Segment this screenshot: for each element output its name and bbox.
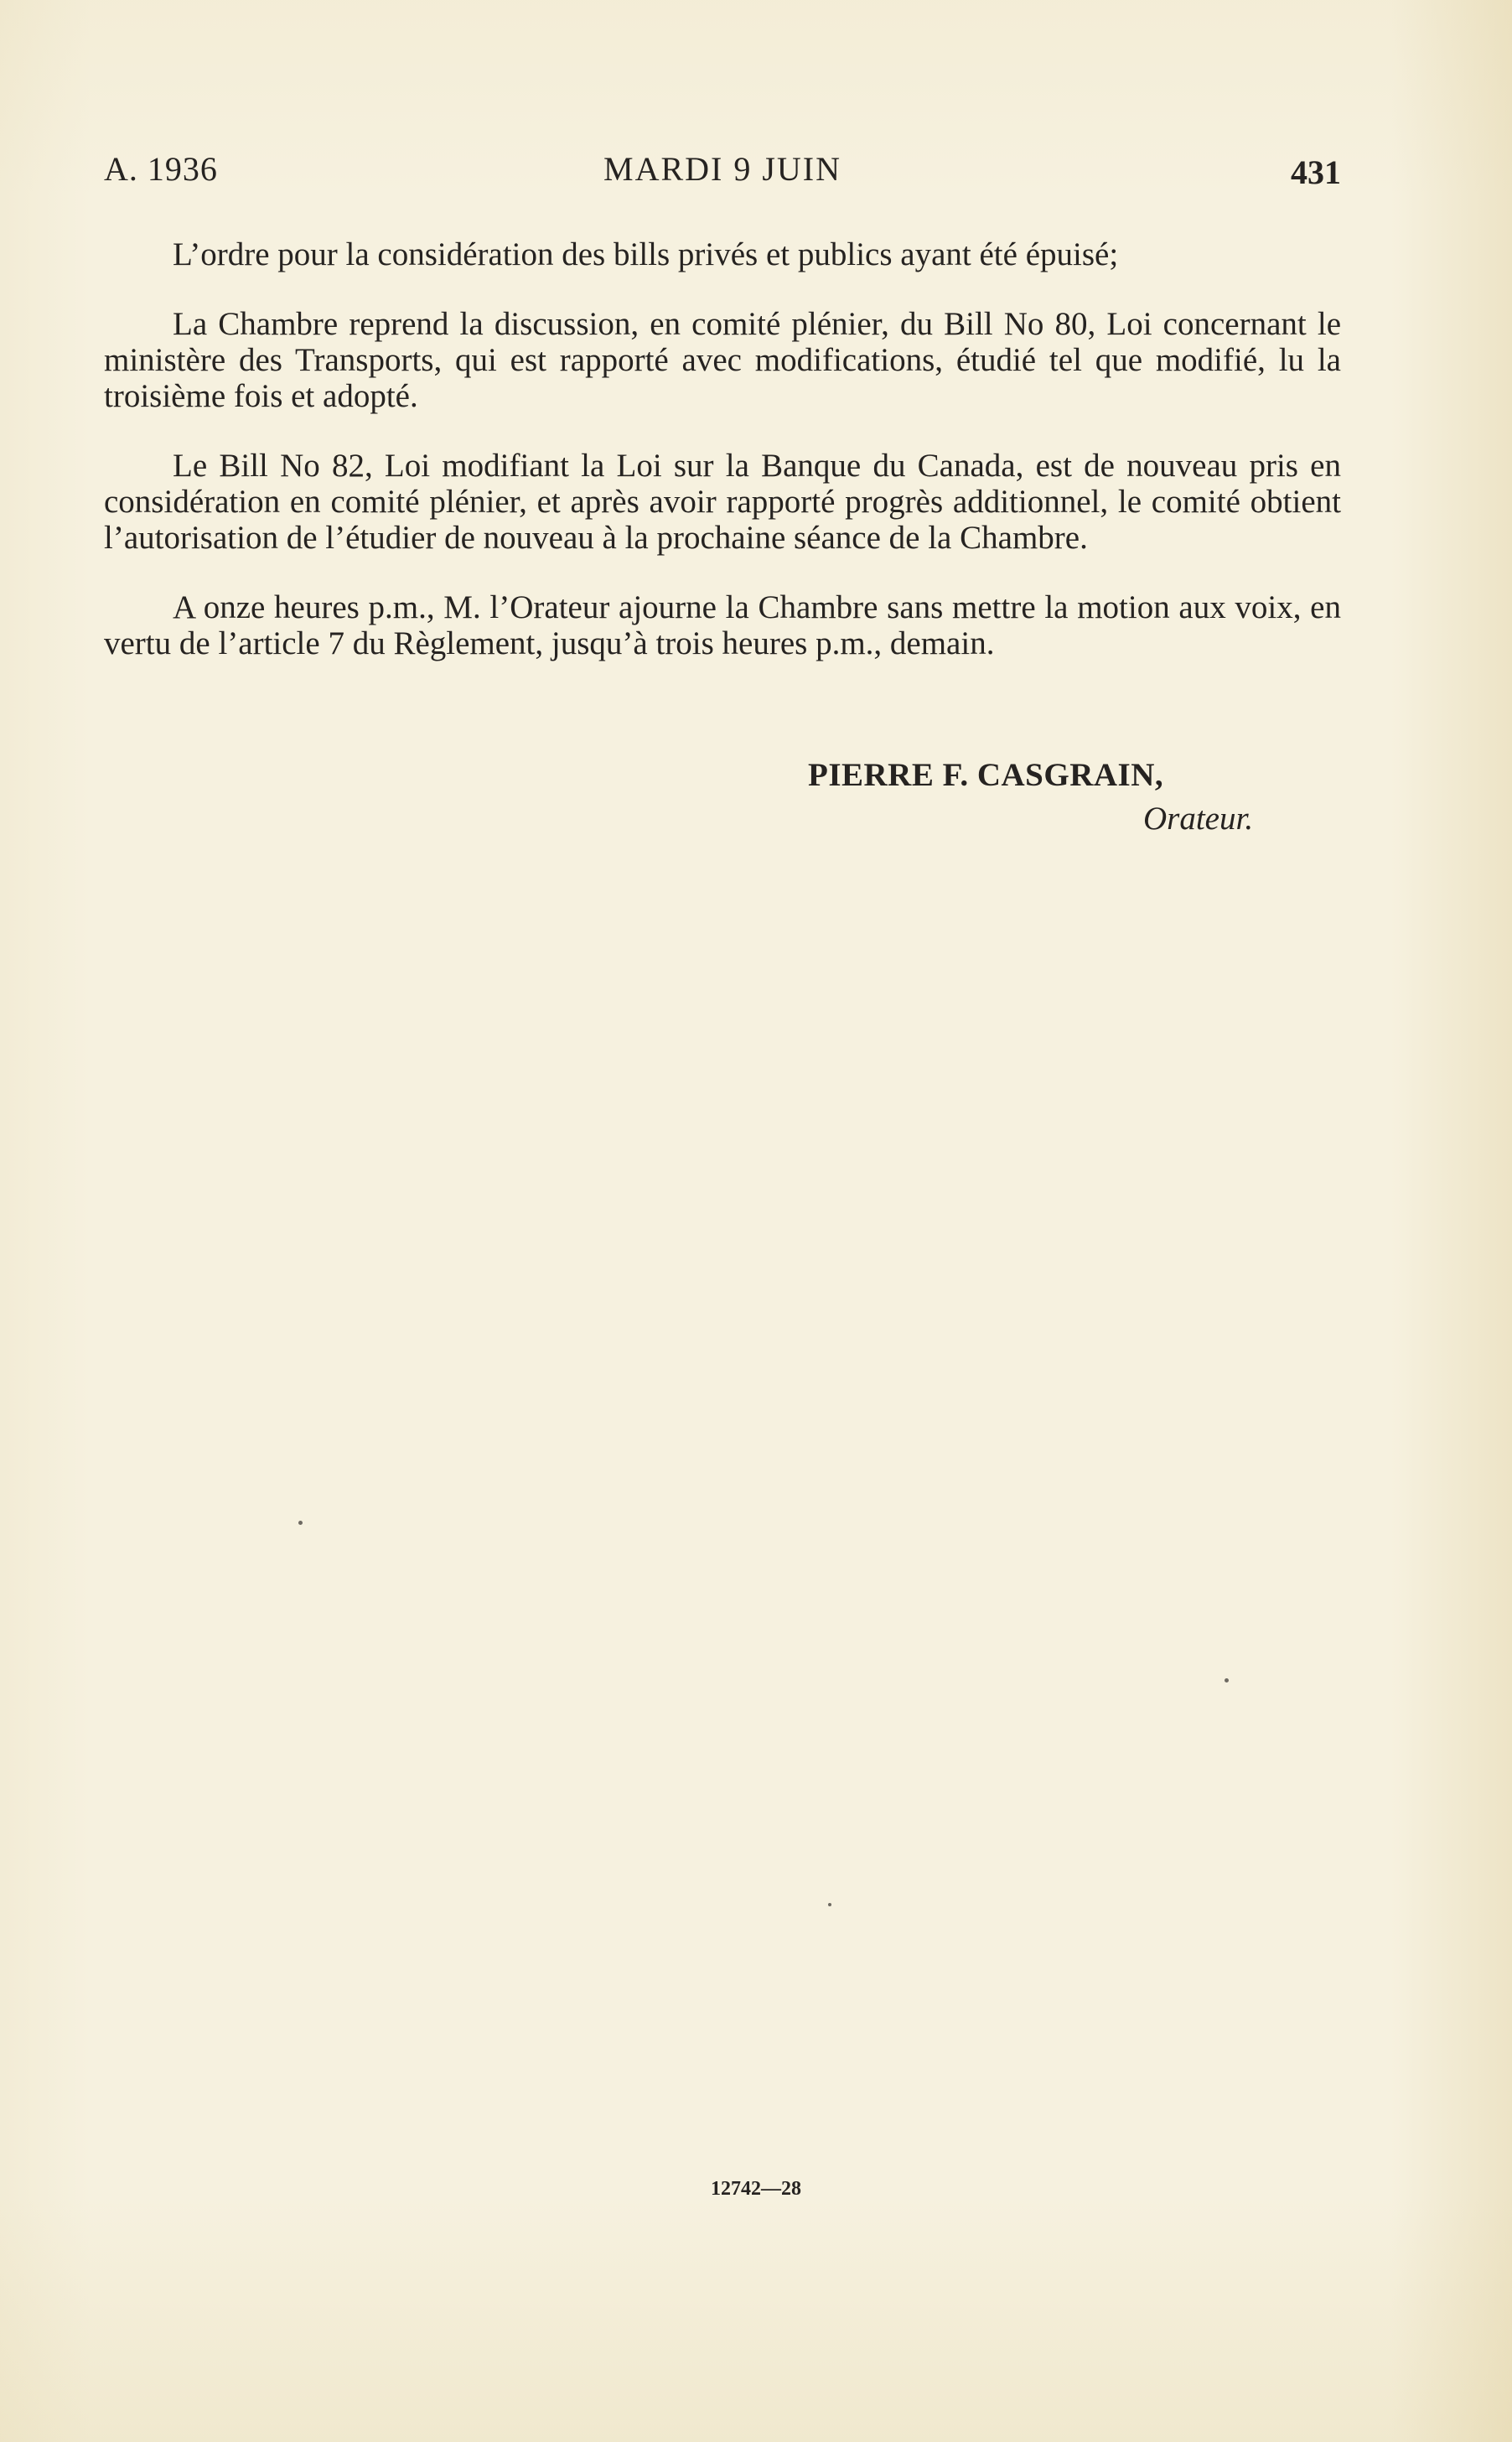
header-year: A. 1936 bbox=[104, 150, 218, 188]
page-header bbox=[104, 144, 1341, 194]
page-number: 431 bbox=[1291, 153, 1341, 191]
paragraph-order-exhausted: L’ordre pour la considération des bills privés et publics ayant été épuisé; bbox=[173, 236, 1119, 272]
header-date: MARDI 9 JUIN bbox=[603, 150, 841, 188]
signatory-name: PIERRE F. CASGRAIN, bbox=[808, 757, 1164, 793]
footer-print-code: 12742—28 bbox=[711, 2178, 801, 2200]
paper-speck bbox=[298, 1521, 303, 1525]
signatory-title: Orateur. bbox=[1143, 801, 1254, 837]
paragraph-bill-82: Le Bill No 82, Loi modifiant la Loi sur la Banque du Canada, est de nouveau pris en considération en comité plénier, et après avoir rapporté progrès additionnel, le comité obtient l’autorisation de l’étudier de nouveau à la prochaine séance de la Chambre. bbox=[104, 448, 1341, 556]
body-text bbox=[104, 236, 1341, 695]
paper-speck bbox=[828, 1903, 831, 1906]
signature-block bbox=[0, 754, 1512, 847]
paragraph-bill-80: La Chambre reprend la discussion, en comité plénier, du Bill No 80, Loi concernant le ministère des Transports, qui est rapporté avec modifications, étudié tel que modifié, lu la troisième fois et adopté. bbox=[104, 306, 1341, 414]
paragraph-adjournment: A onze heures p.m., M. l’Orateur ajourne la Chambre sans mettre la motion aux voix, en vertu de l’article 7 du Règlement, jusqu’à trois heures p.m., demain. bbox=[104, 589, 1341, 661]
paper-speck bbox=[1225, 1678, 1229, 1682]
